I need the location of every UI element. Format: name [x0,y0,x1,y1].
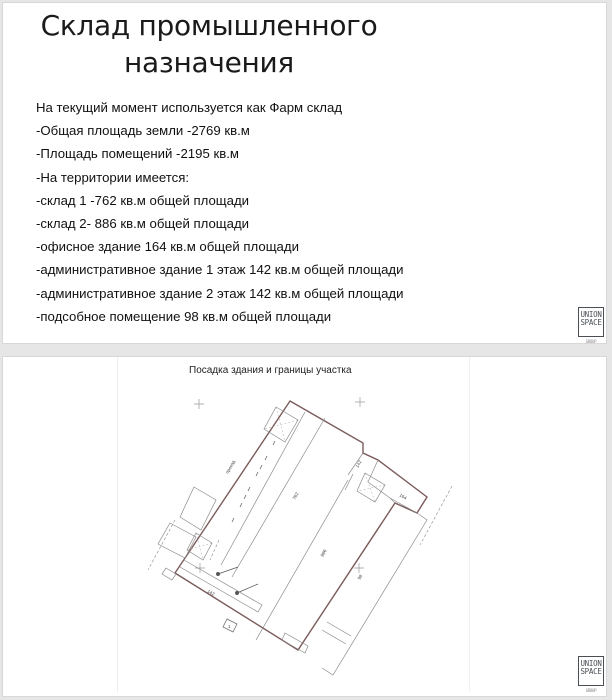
survey-cross-icon [194,397,365,573]
logo-subtitle: GROUP [585,339,597,344]
logo-line-1: UNION [580,310,602,319]
plan-title: Посадка здания и границы участка [189,365,352,376]
site-plan-drawing [3,357,606,696]
label-office: 164 [398,492,408,501]
list-item: На текущий момент используется как Фарм склад [36,100,343,115]
logo-line-2: SPACE [580,667,602,676]
stair-hatch [187,407,385,560]
list-item: -Площадь помещений -2195 кв.м [36,146,239,162]
property-details-list [36,96,403,328]
label-street: проезд [224,459,237,475]
list-item: -административное здание 1 этаж 142 кв.м общей площади [36,262,404,278]
list-item: -Общая площадь земли -2769 кв.м [36,123,250,139]
list-item: -подсобное помещение 98 кв.м общей площади [36,308,332,324]
list-item: -склад 1 -762 кв.м общей площади [36,192,250,208]
label-warehouse-1: 762 [291,491,300,501]
site-boundary [148,486,452,570]
union-space-logo [578,307,604,344]
label-annex: 98 [356,573,364,581]
logo-line-2: SPACE [580,318,602,327]
list-item: -административное здание 2 этаж 142 кв.м общей площади [36,285,404,301]
slide-site-plan [3,357,606,696]
slide-description [3,3,606,343]
inner-walls [158,407,427,675]
title-line-2: назначения [124,46,294,79]
list-item: -склад 2- 886 кв.м общей площади [36,216,250,232]
logo-subtitle: GROUP [585,688,597,693]
building-outline [175,401,427,650]
label-admin: 142 [354,459,363,469]
list-item: -офисное здание 164 кв.м общей площади [36,239,299,255]
slide-title [3,7,415,81]
label-south-band: 142 [206,588,216,597]
label-warehouse-2: 886 [319,548,328,558]
label-entrance: 1 [228,624,231,629]
list-item: -На территории имеется: [36,169,190,185]
logo-line-1: UNION [580,659,602,668]
title-line-1: Склад промышленного [40,9,378,42]
union-space-logo [578,656,604,693]
ramp-marks [232,441,275,522]
